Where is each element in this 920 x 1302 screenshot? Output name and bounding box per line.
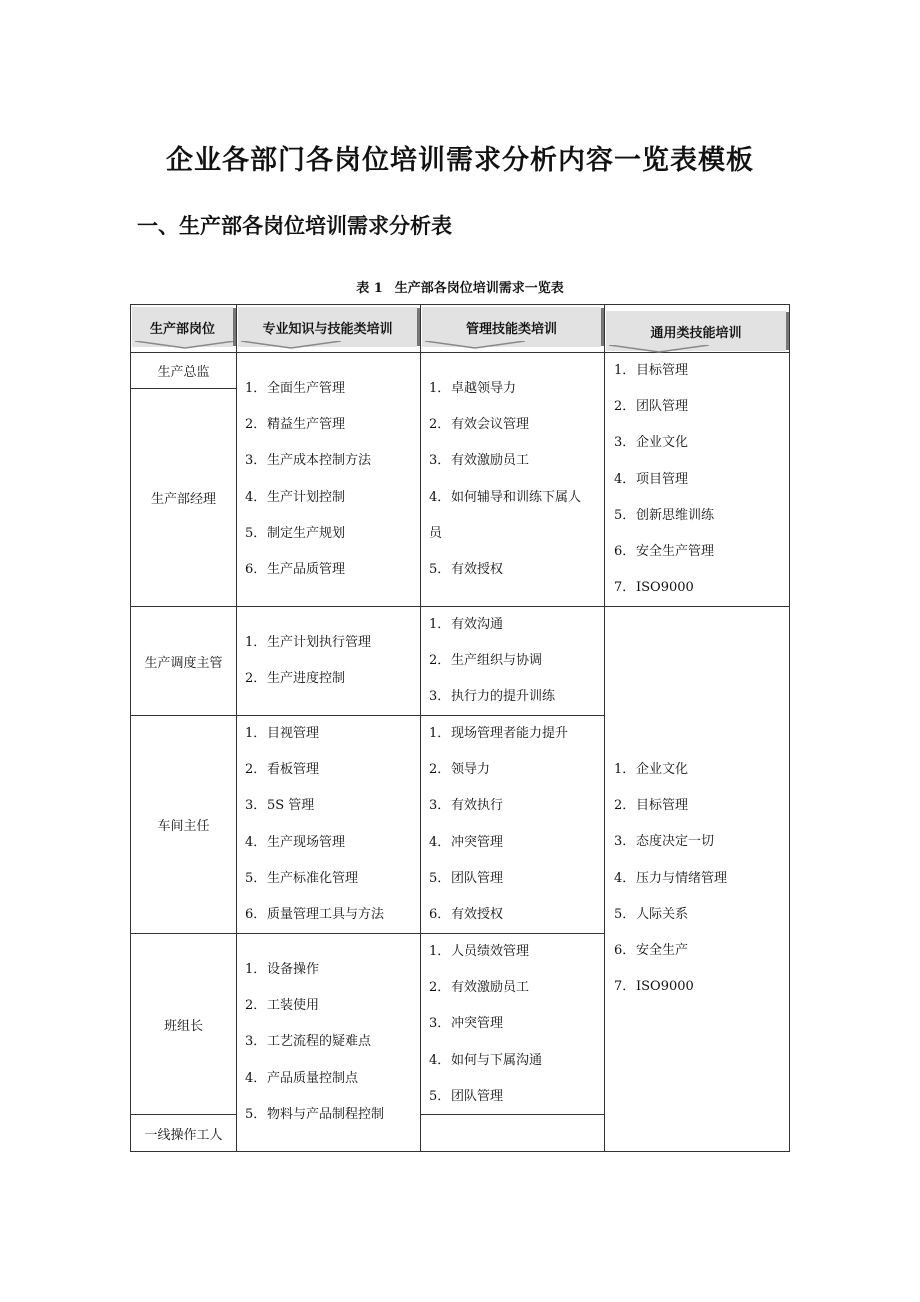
header-chevron-shape <box>135 341 235 349</box>
list-item: 5．创新思维训练 <box>614 507 715 523</box>
list-item: 3．企业文化 <box>614 435 689 451</box>
list-item: 2．精益生产管理 <box>245 417 346 433</box>
list-item: 1．生产计划执行管理 <box>245 635 372 650</box>
list-item: 3．有效执行 <box>429 798 504 814</box>
list-item: 6．有效授权 <box>429 907 504 923</box>
role-production-manager: 生产部经理 <box>150 492 216 507</box>
management-dispatch-list <box>429 607 555 716</box>
list-item: 1．卓越领导力 <box>429 381 517 396</box>
list-item: 1．有效沟通 <box>429 617 504 632</box>
list-item: 4．项目管理 <box>614 471 689 487</box>
list-item: 1．设备操作 <box>245 962 320 977</box>
header-position-label: 生产部岗位 <box>149 321 215 337</box>
role-line-worker: 一线操作工人 <box>144 1127 223 1143</box>
list-item: 7．ISO9000 <box>614 979 694 995</box>
professional-team-list <box>245 952 384 1133</box>
header-professional <box>238 307 417 347</box>
table-number: 表 1 <box>356 281 383 296</box>
header-chevron-shape <box>425 341 525 349</box>
list-item: 3．工艺流程的疑难点 <box>245 1034 372 1050</box>
list-item: 4．产品质量控制点 <box>245 1070 359 1086</box>
list-item: 7．ISO9000 <box>614 580 694 596</box>
list-item: 6．安全生产 <box>614 943 689 959</box>
list-item: 5．团队管理 <box>429 870 504 886</box>
page-title: 企业各部门各岗位培训需求分析内容一览表模板 <box>166 145 754 176</box>
list-item: 3．冲突管理 <box>429 1016 504 1032</box>
list-item: 6．安全生产管理 <box>614 544 715 560</box>
professional-dispatch-list <box>245 625 371 697</box>
list-item: 3．有效激励员工 <box>429 453 530 469</box>
header-general <box>606 311 786 351</box>
header-management-label: 管理技能类培训 <box>465 321 557 337</box>
list-item: 员 <box>429 525 443 541</box>
list-item: 5．物料与产品制程控制 <box>245 1106 385 1122</box>
list-item: 5．生产标准化管理 <box>245 870 359 886</box>
list-item: 3．态度决定一切 <box>614 834 715 850</box>
header-management <box>422 307 601 347</box>
professional-managers-list <box>245 371 371 588</box>
management-workshop-list <box>429 716 568 933</box>
list-item: 2．目标管理 <box>614 798 689 814</box>
list-item: 4．冲突管理 <box>429 834 504 850</box>
list-item: 1．人员绩效管理 <box>429 944 530 959</box>
list-item: 2．生产组织与协调 <box>429 653 543 669</box>
header-general-label: 通用类技能培训 <box>650 325 742 341</box>
table-caption-text: 生产部各岗位培训需求一览表 <box>394 281 564 296</box>
section-heading: 一、生产部各岗位培训需求分析表 <box>137 213 452 238</box>
list-item: 1．目标管理 <box>614 363 689 378</box>
list-item: 1．现场管理者能力提升 <box>429 726 569 741</box>
list-item: 6．生产品质管理 <box>245 562 346 578</box>
list-item: 2．生产进度控制 <box>245 671 346 687</box>
general-others-list <box>614 752 727 1005</box>
role-production-director: 生产总监 <box>157 365 210 380</box>
list-item: 5．制定生产规划 <box>245 525 346 541</box>
list-item: 1．全面生产管理 <box>245 381 346 396</box>
list-item: 4．生产现场管理 <box>245 834 346 850</box>
list-item: 2．有效激励员工 <box>429 980 530 996</box>
general-managers-list <box>614 353 714 606</box>
list-item: 3．生产成本控制方法 <box>245 453 372 469</box>
header-professional-label: 专业知识与技能类培训 <box>262 321 393 337</box>
list-item: 5．有效授权 <box>429 562 504 578</box>
list-item: 2．工装使用 <box>245 998 320 1014</box>
list-item: 2．领导力 <box>429 762 491 778</box>
list-item: 3．5S 管理 <box>245 798 315 814</box>
professional-workshop-list <box>245 716 384 933</box>
list-item: 1．企业文化 <box>614 762 689 777</box>
list-item: 4．如何与下属沟通 <box>429 1052 543 1068</box>
list-item: 2．有效会议管理 <box>429 417 530 433</box>
list-item: 2．团队管理 <box>614 399 689 415</box>
list-item: 6．质量管理工具与方法 <box>245 907 385 923</box>
header-position <box>132 307 233 347</box>
list-item: 1．目视管理 <box>245 726 320 741</box>
list-item: 2．看板管理 <box>245 762 320 778</box>
header-chevron-shape <box>241 341 341 349</box>
list-item: 5．团队管理 <box>429 1088 504 1104</box>
list-item: 4．生产计划控制 <box>245 489 346 505</box>
role-dispatch-supervisor: 生产调度主管 <box>144 655 223 671</box>
list-item: 3．执行力的提升训练 <box>429 689 556 705</box>
list-item: 4．如何辅导和训练下属人 <box>429 489 582 505</box>
management-team-list <box>429 934 542 1115</box>
management-managers-list <box>429 371 581 588</box>
list-item: 5．人际关系 <box>614 906 689 922</box>
list-item: 4．压力与情绪管理 <box>614 870 728 886</box>
role-workshop-director: 车间主任 <box>157 819 210 834</box>
header-chevron-shape <box>609 345 709 353</box>
role-team-leader: 班组长 <box>163 1018 203 1034</box>
